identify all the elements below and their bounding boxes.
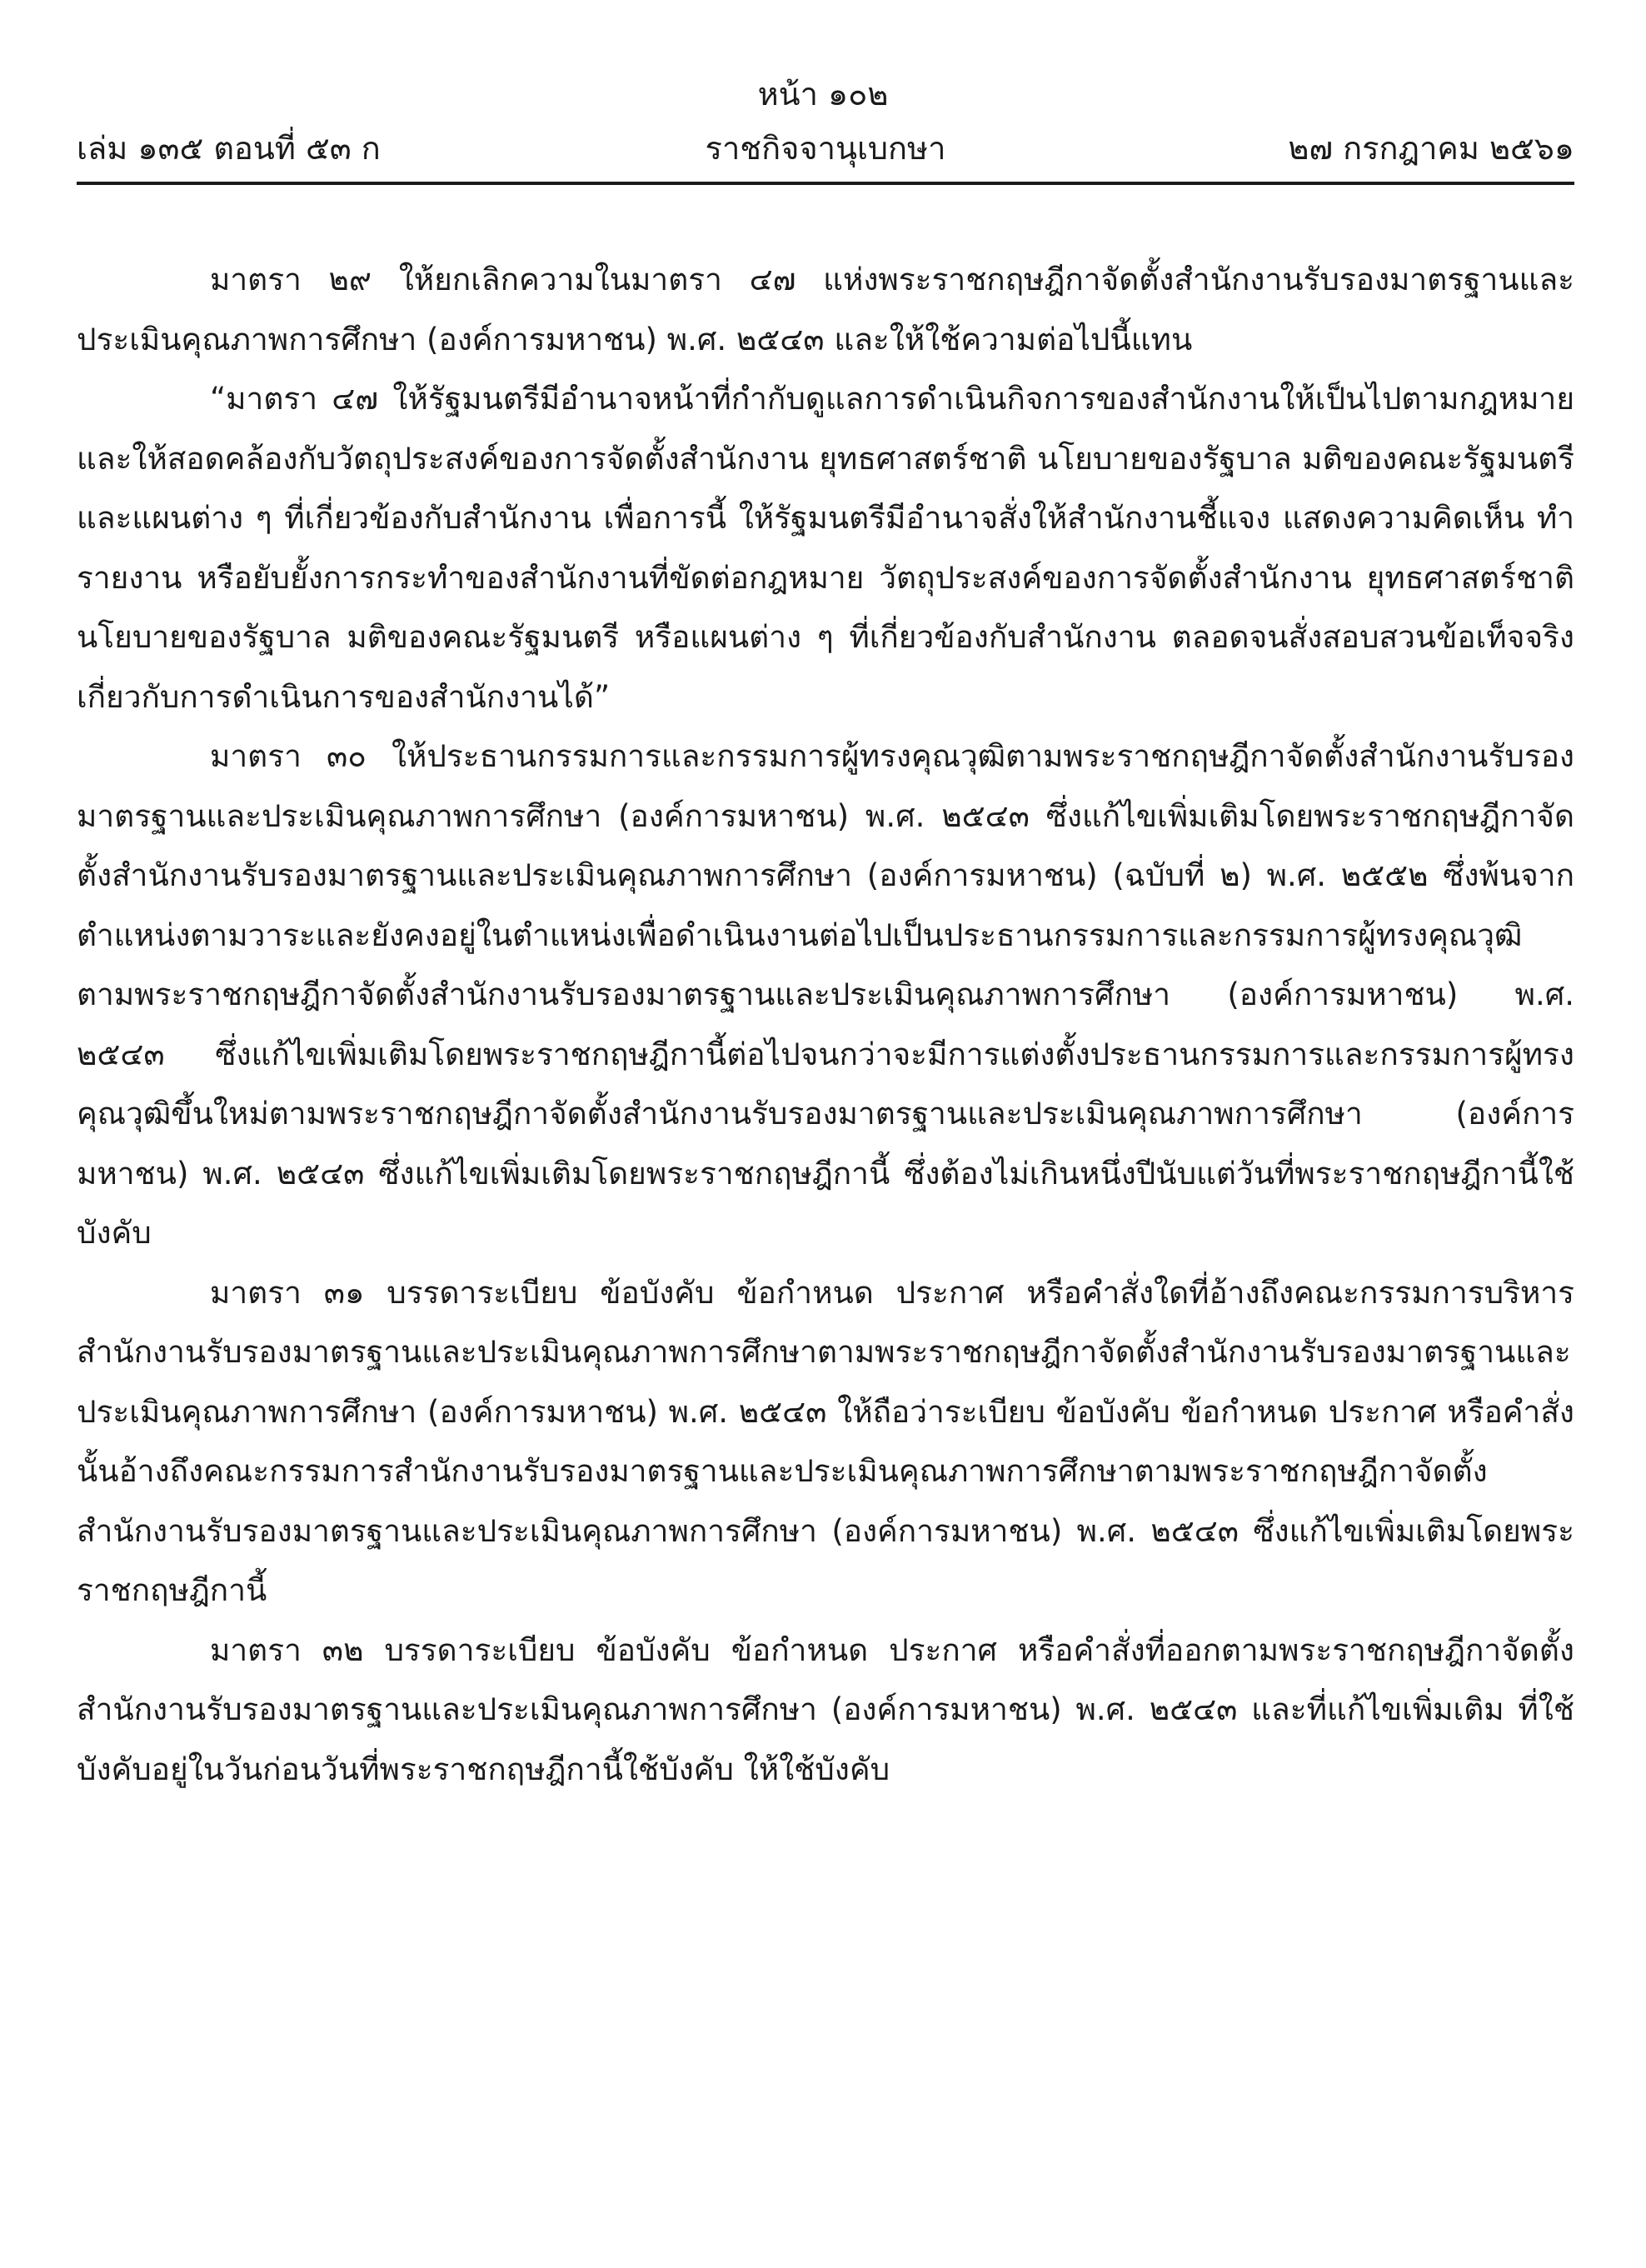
paragraph-section-32: มาตรา ๓๒ บรรดาระเบียบ ข้อบังคับ ข้อกำหนด ประกาศ หรือคำสั่งที่ออกตามพระราชกฤษฎีกาจัดตั้งสำนักงานรับรองมาตรฐานและประเมินคุณภาพการศึกษา (องค์การมหาชน) พ.ศ. ๒๕๔๓ และที่แก้ไขเพิ่มเติม ที่ใช้บังคับอยู่ในวันก่อนวันที่พระราชกฤษฎีกานี้ใช้บังคับ ให้ใช้บังคับ	[77, 1631, 1574, 1787]
paragraph-section-31: มาตรา ๓๑ บรรดาระเบียบ ข้อบังคับ ข้อกำหนด ประกาศ หรือคำสั่งใดที่อ้างถึงคณะกรรมการบริหารสำนักงานรับรองมาตรฐานและประเมินคุณภาพการศึกษาตามพระราชกฤษฎีกาจัดตั้งสำนักงานรับรองมาตรฐานและประเมินคุณภาพการศึกษา (องค์การมหาชน) พ.ศ. ๒๕๔๓ ให้ถือว่าระเบียบ ข้อบังคับ ข้อกำหนด ประกาศ หรือคำสั่งนั้นอ้างถึงคณะกรรมการสำนักงานรับรองมาตรฐานและประเมินคุณภาพการศึกษาตามพระราชกฤษฎีกาจัดตั้งสำนักงานรับรองมาตรฐานและประเมินคุณภาพการศึกษา (องค์การมหาชน) พ.ศ. ๒๕๔๓ ซึ่งแก้ไขเพิ่มเติมโดยพระราชกฤษฎีกานี้	[77, 1274, 1574, 1608]
paragraph-section-29: มาตรา ๒๙ ให้ยกเลิกความในมาตรา ๔๗ แห่งพระราชกฤษฎีกาจัดตั้งสำนักงานรับรองมาตรฐานและประเมินคุณภาพการศึกษา (องค์การมหาชน) พ.ศ. ๒๕๔๓ และให้ใช้ความต่อไปนี้แทน	[77, 262, 1574, 357]
publication-title: ราชกิจจานุเบกษา	[705, 130, 946, 167]
document-body	[77, 250, 1574, 1799]
volume-issue: เล่ม ๑๓๕ ตอนที่ ๕๓ ก	[77, 130, 381, 167]
running-header	[77, 125, 1574, 172]
publication-date: ๒๗ กรกฎาคม ๒๕๖๑	[1288, 130, 1574, 167]
page-number: หน้า ๑๐๒	[757, 76, 889, 112]
paragraph-section-30: มาตรา ๓๐ ให้ประธานกรรมการและกรรมการผู้ทรงคุณวุฒิตามพระราชกฤษฎีกาจัดตั้งสำนักงานรับรองมาตรฐานและประเมินคุณภาพการศึกษา (องค์การมหาชน) พ.ศ. ๒๕๔๓ ซึ่งแก้ไขเพิ่มเติมโดยพระราชกฤษฎีกาจัดตั้งสำนักงานรับรองมาตรฐานและประเมินคุณภาพการศึกษา (องค์การมหาชน) (ฉบับที่ ๒) พ.ศ. ๒๕๕๒ ซึ่งพ้นจากตำแหน่งตามวาระและยังคงอยู่ในตำแหน่งเพื่อดำเนินงานต่อไปเป็นประธานกรรมการและกรรมการผู้ทรงคุณวุฒิตามพระราชกฤษฎีกาจัดตั้งสำนักงานรับรองมาตรฐานและประเมินคุณภาพการศึกษา (องค์การมหาชน) พ.ศ. ๒๕๔๓ ซึ่งแก้ไขเพิ่มเติมโดยพระราชกฤษฎีกานี้ต่อไปจนกว่าจะมีการแต่งตั้งประธานกรรมการและกรรมการผู้ทรงคุณวุฒิขึ้นใหม่ตามพระราชกฤษฎีกาจัดตั้งสำนักงานรับรองมาตรฐานและประเมินคุณภาพการศึกษา (องค์การมหาชน) พ.ศ. ๒๕๔๓ ซึ่งแก้ไขเพิ่มเติมโดยพระราชกฤษฎีกานี้ ซึ่งต้องไม่เกินหนึ่งปีนับแต่วันที่พระราชกฤษฎีกานี้ใช้บังคับ	[77, 738, 1574, 1251]
paragraph-section-47-quote: “มาตรา ๔๗ ให้รัฐมนตรีมีอำนาจหน้าที่กำกับดูแลการดำเนินกิจการของสำนักงานให้เป็นไปตามกฎหมายและให้สอดคล้องกับวัตถุประสงค์ของการจัดตั้งสำนักงาน ยุทธศาสตร์ชาติ นโยบายของรัฐบาล มติของคณะรัฐมนตรี และแผนต่าง ๆ ที่เกี่ยวข้องกับสำนักงาน เพื่อการนี้ ให้รัฐมนตรีมีอำนาจสั่งให้สำนักงานชี้แจง แสดงความคิดเห็น ทำรายงาน หรือยับยั้งการกระทำของสำนักงานที่ขัดต่อกฎหมาย วัตถุประสงค์ของการจัดตั้งสำนักงาน ยุทธศาสตร์ชาติ นโยบายของรัฐบาล มติของคณะรัฐมนตรี หรือแผนต่าง ๆ ที่เกี่ยวข้องกับสำนักงาน ตลอดจนสั่งสอบสวนข้อเท็จจริงเกี่ยวกับการดำเนินการของสำนักงานได้”	[77, 381, 1574, 715]
header-divider	[77, 182, 1574, 185]
